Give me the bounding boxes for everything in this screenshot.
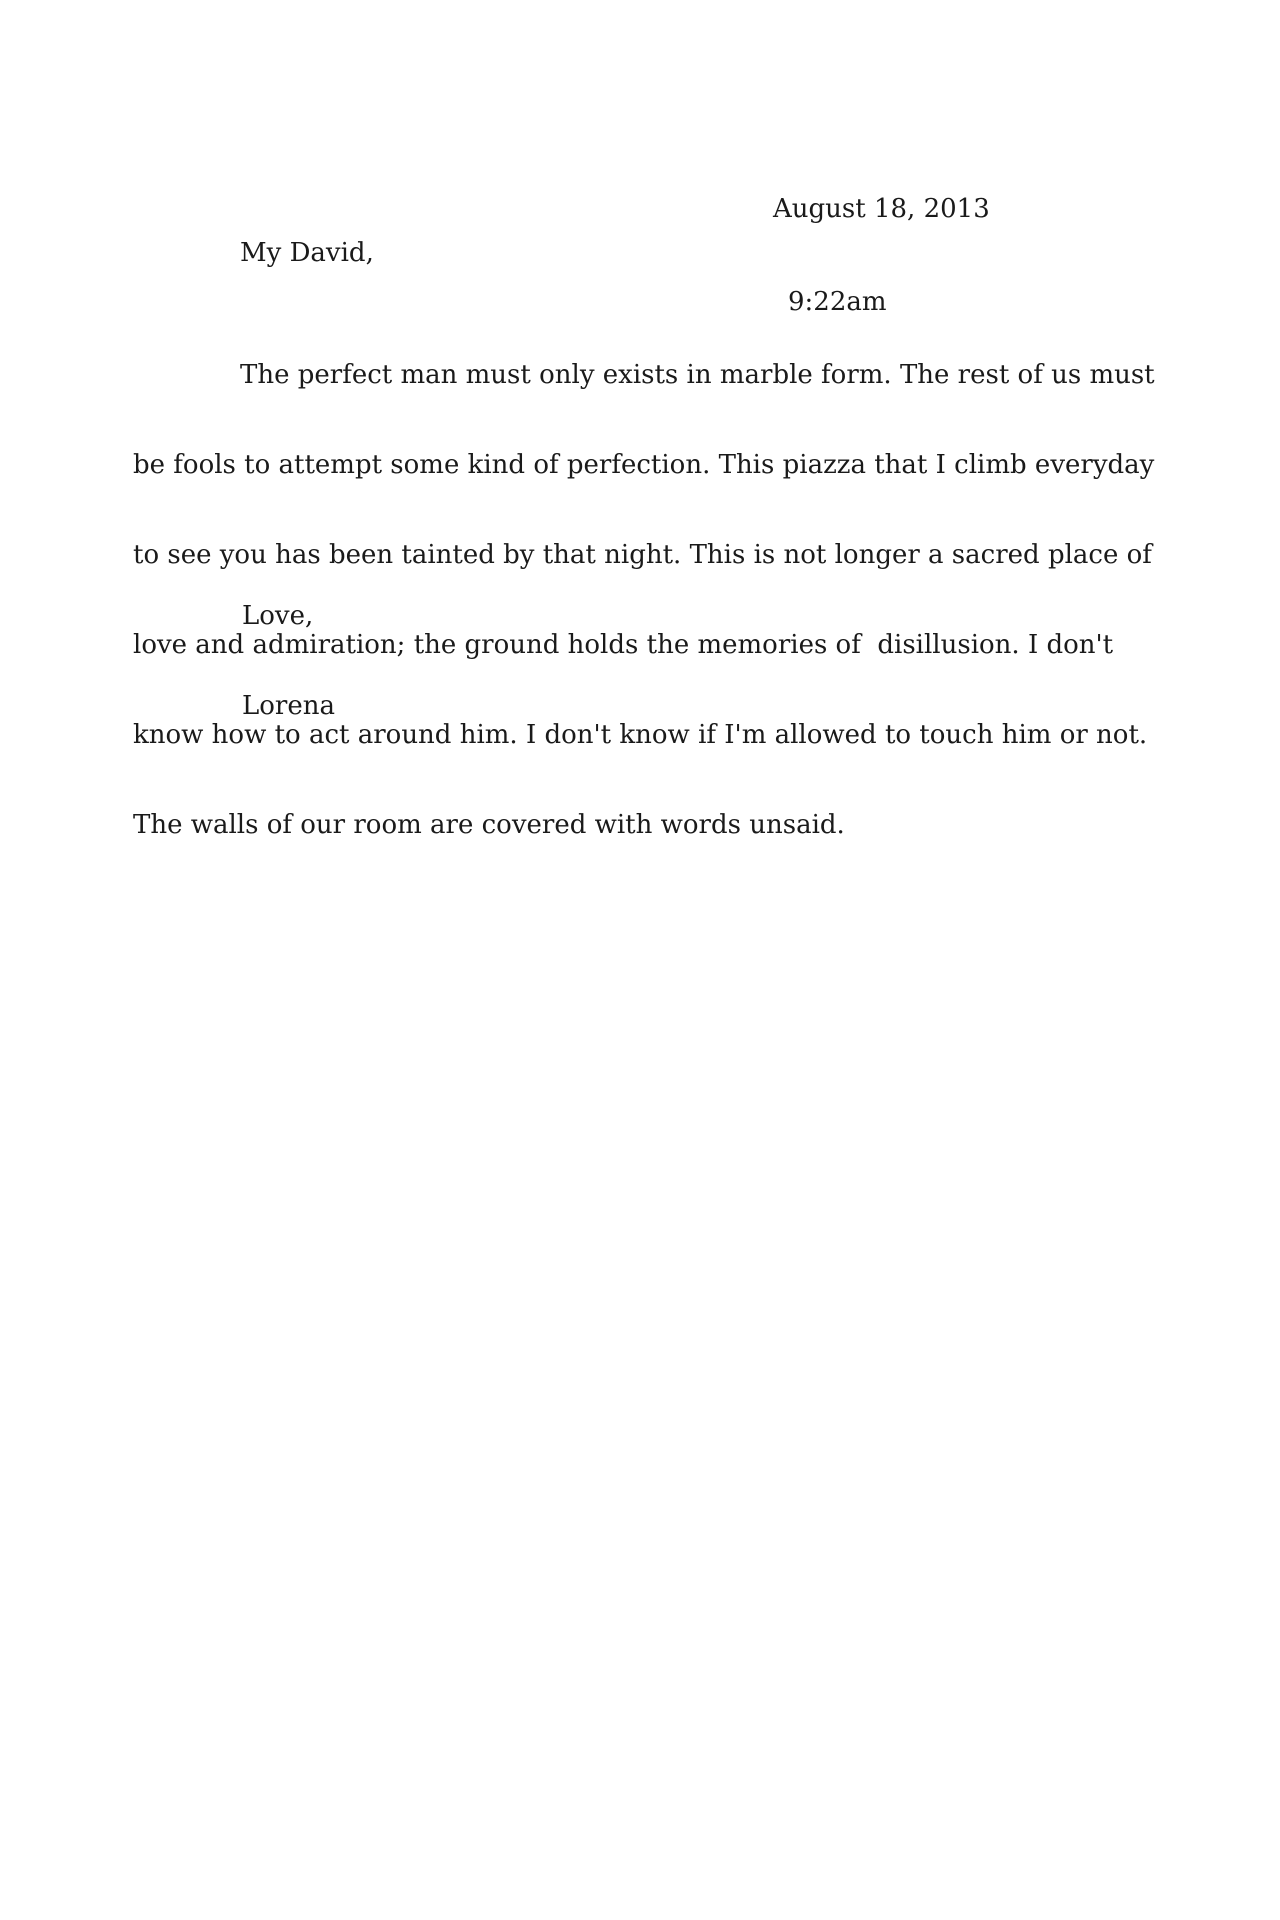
body-line: love and admiration; the ground holds the memories of disillusion. I don't [133,630,1114,660]
letter-date: August 18, 2013 [773,194,990,224]
letter-signature: Lorena [242,691,335,721]
body-line: The perfect man must only exists in marble form. The rest of us must [240,360,1155,390]
body-line: The walls of our room are covered with words unsaid. [133,810,845,840]
body-line: be fools to attempt some kind of perfection. This piazza that I climb everyday [133,450,1155,480]
letter-time: 9:22am [788,287,887,317]
letter-salutation: My David, [240,238,374,268]
letter-closing: Love, [242,601,314,631]
body-line: to see you has been tainted by that night. This is not longer a sacred place of [133,540,1152,570]
closing-block [242,541,335,781]
body-line: know how to act around him. I don't know if I'm allowed to touch him or not. [133,720,1148,750]
